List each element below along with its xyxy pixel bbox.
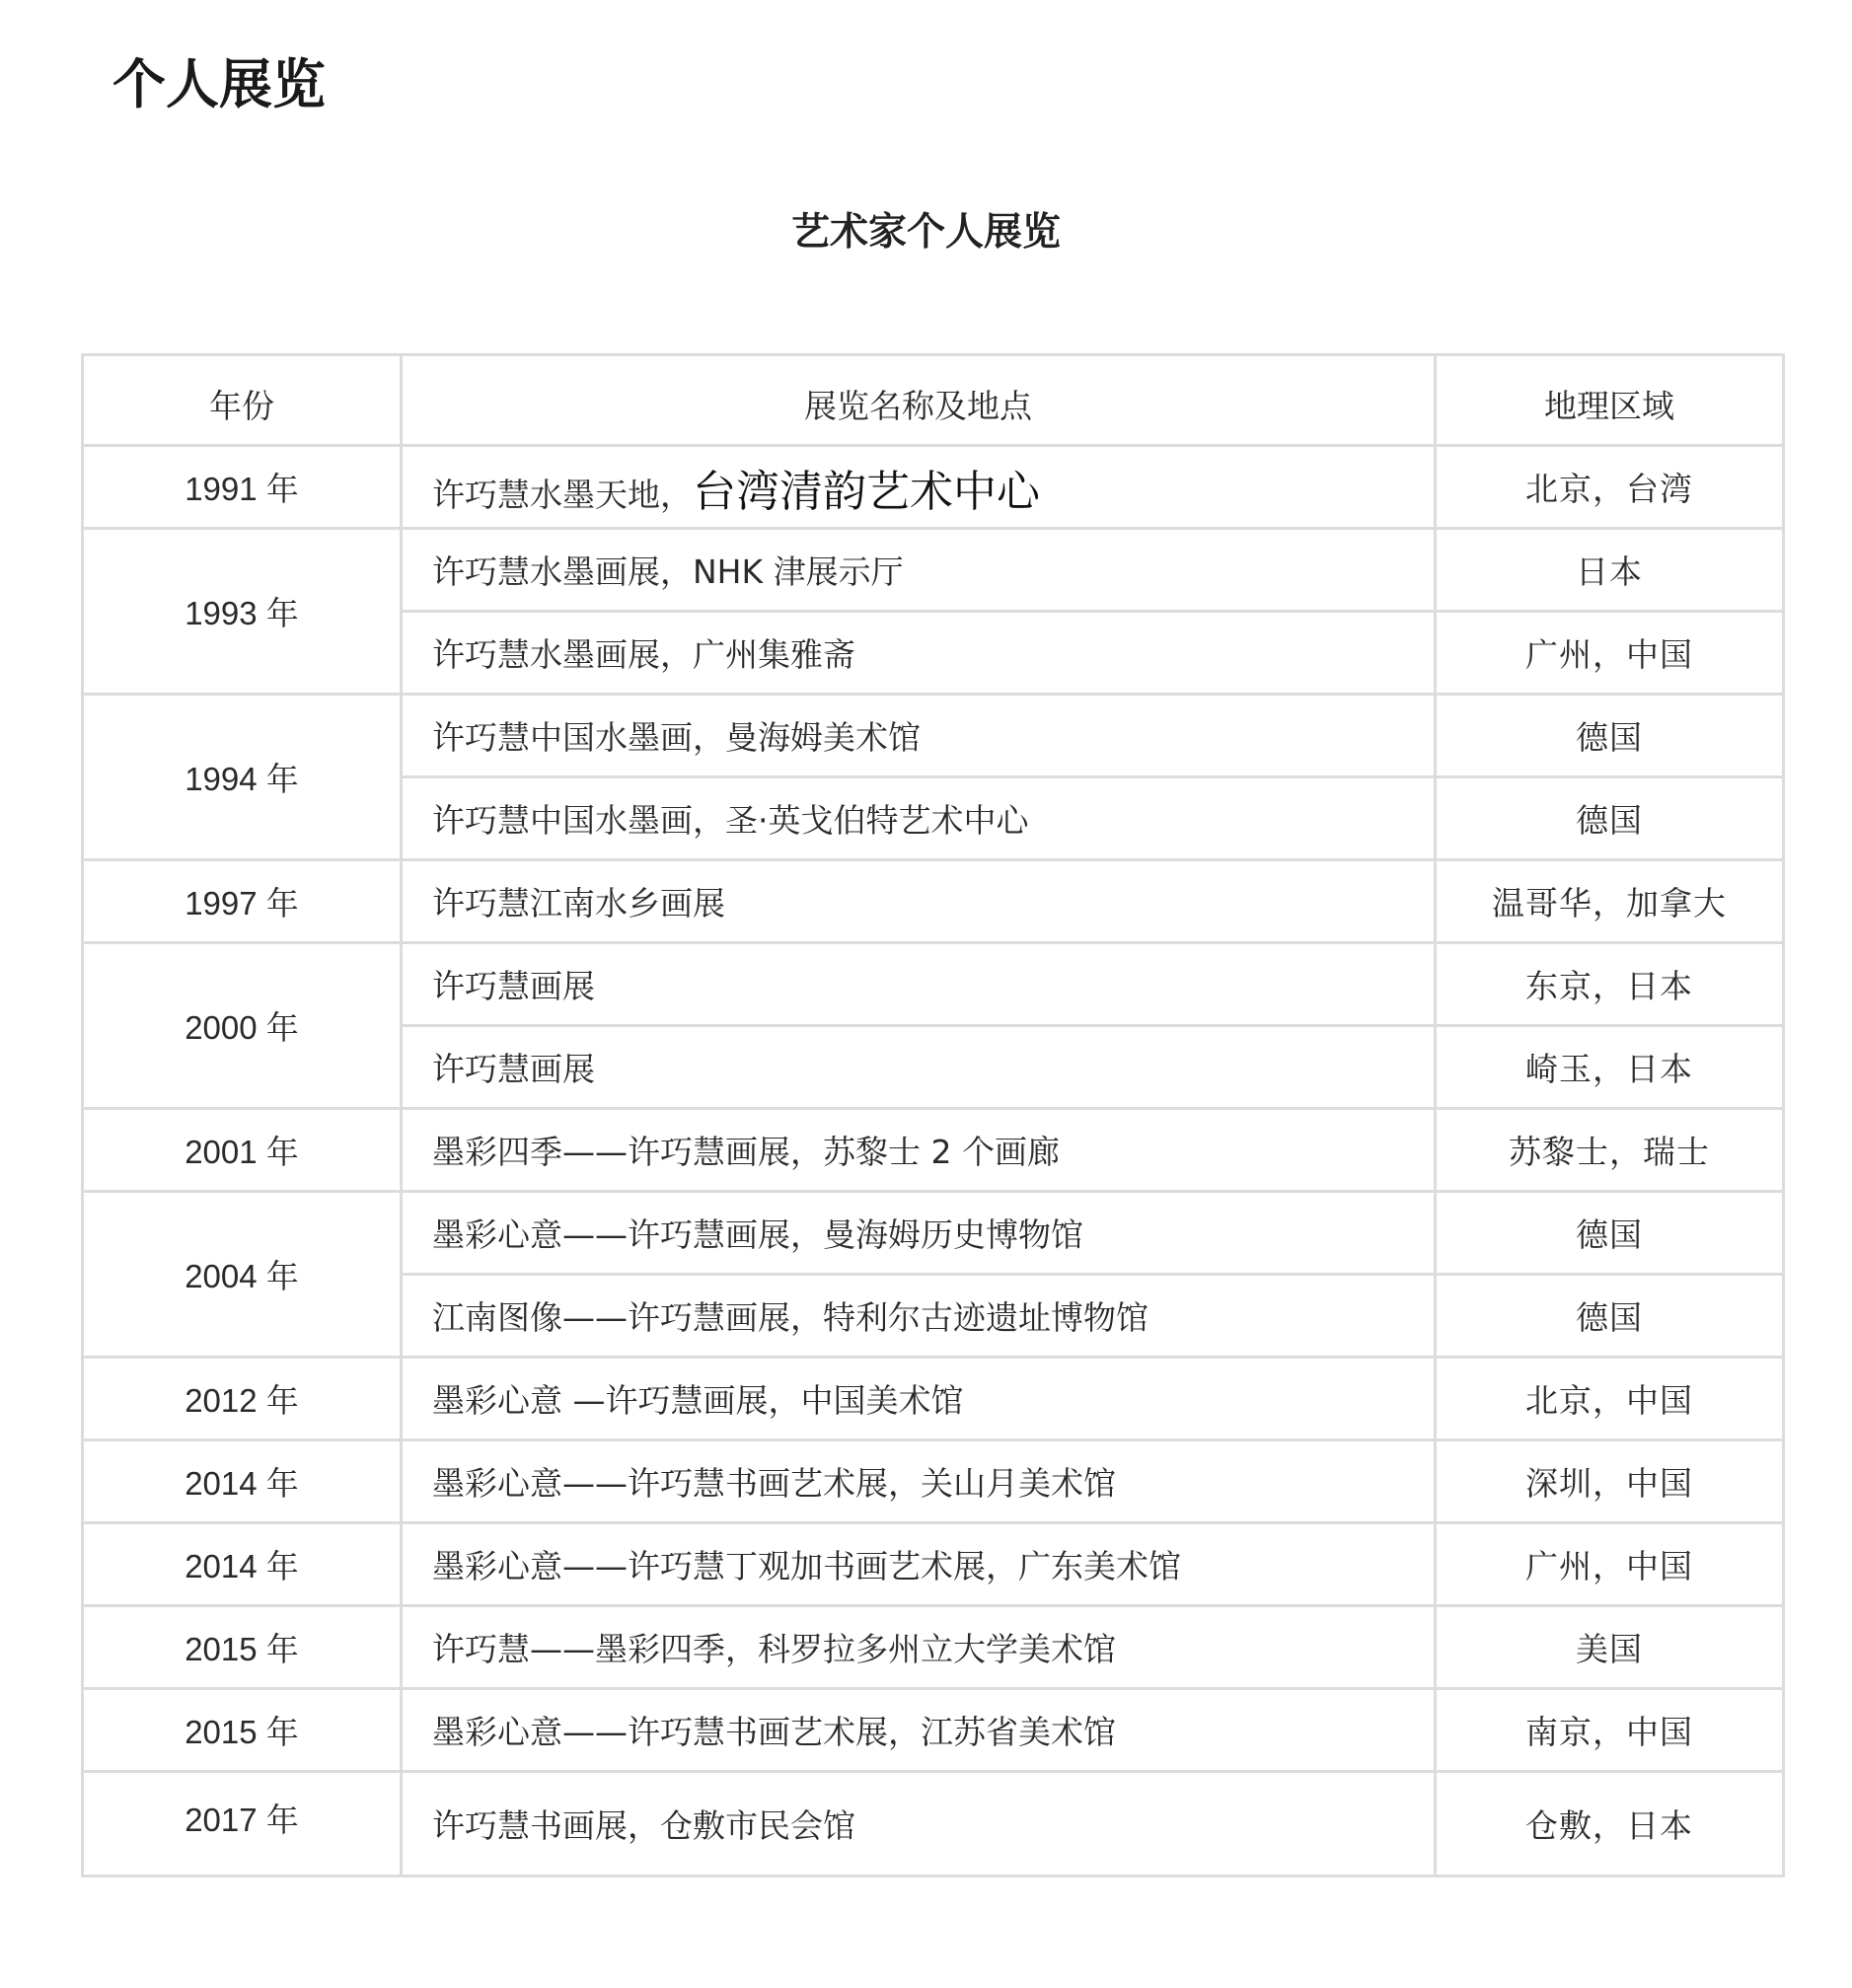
exhibition-name-cell: 墨彩心意——许巧慧画展，曼海姆历史博物馆 bbox=[402, 1192, 1436, 1275]
region-cell: 北京，台湾 bbox=[1436, 446, 1784, 529]
exhibition-name-cell: 江南图像——许巧慧画展，特利尔古迹遗址博物馆 bbox=[402, 1275, 1436, 1358]
table-row bbox=[83, 529, 1784, 612]
region-cell: 崎玉，日本 bbox=[1436, 1026, 1784, 1109]
year-cell: 2015 年 bbox=[83, 1606, 402, 1689]
year-cell: 2000 年 bbox=[83, 943, 402, 1109]
exhibition-name-cell: 许巧慧中国水墨画，曼海姆美术馆 bbox=[402, 695, 1436, 777]
region-cell: 日本 bbox=[1436, 529, 1784, 612]
year-cell: 2012 年 bbox=[83, 1358, 402, 1440]
region-cell: 德国 bbox=[1436, 1275, 1784, 1358]
exhibition-venue-large: 台湾清韵艺术中心 bbox=[693, 466, 1040, 517]
region-cell: 东京，日本 bbox=[1436, 943, 1784, 1026]
exhibition-name-cell: 墨彩心意 —许巧慧画展，中国美术馆 bbox=[402, 1358, 1436, 1440]
exhibition-name-cell: 墨彩四季——许巧慧画展，苏黎士 2 个画廊 bbox=[402, 1109, 1436, 1192]
exhibition-name-cell: 许巧慧江南水乡画展 bbox=[402, 860, 1436, 943]
year-cell: 1997 年 bbox=[83, 860, 402, 943]
exhibition-name-cell: 许巧慧画展 bbox=[402, 1026, 1436, 1109]
exhibition-name-cell: 许巧慧水墨画展，广州集雅斋 bbox=[402, 612, 1436, 695]
exhibition-name-cell: 墨彩心意——许巧慧书画艺术展，关山月美术馆 bbox=[402, 1440, 1436, 1523]
exhibitions-table bbox=[81, 353, 1785, 1878]
table-header bbox=[83, 355, 1784, 446]
exhibition-name-cell: 许巧慧书画展，仓敷市民会馆 bbox=[402, 1772, 1436, 1877]
table-body bbox=[83, 446, 1784, 1877]
region-cell: 德国 bbox=[1436, 777, 1784, 860]
region-cell: 温哥华，加拿大 bbox=[1436, 860, 1784, 943]
region-cell: 德国 bbox=[1436, 695, 1784, 777]
region-cell: 美国 bbox=[1436, 1606, 1784, 1689]
exhibition-name-cell: 许巧慧水墨画展，NHK 津展示厅 bbox=[402, 529, 1436, 612]
table-row bbox=[83, 860, 1784, 943]
year-cell: 2014 年 bbox=[83, 1440, 402, 1523]
exhibition-name-cell: 许巧慧画展 bbox=[402, 943, 1436, 1026]
table-row bbox=[83, 1523, 1784, 1606]
table-row bbox=[83, 1772, 1784, 1877]
header-year: 年份 bbox=[83, 355, 402, 446]
exhibition-name-cell: 许巧慧——墨彩四季，科罗拉多州立大学美术馆 bbox=[402, 1606, 1436, 1689]
year-cell: 2001 年 bbox=[83, 1109, 402, 1192]
exhibition-name-cell: 许巧慧中国水墨画，圣·英戈伯特艺术中心 bbox=[402, 777, 1436, 860]
table-row bbox=[83, 1109, 1784, 1192]
table-row bbox=[83, 1606, 1784, 1689]
year-cell: 2017 年 bbox=[83, 1772, 402, 1877]
region-cell: 南京，中国 bbox=[1436, 1689, 1784, 1772]
exhibition-name-cell: 墨彩心意——许巧慧丁观加书画艺术展，广东美术馆 bbox=[402, 1523, 1436, 1606]
table-row bbox=[83, 446, 1784, 529]
region-cell: 广州，中国 bbox=[1436, 612, 1784, 695]
region-cell: 北京，中国 bbox=[1436, 1358, 1784, 1440]
table-row bbox=[83, 1192, 1784, 1275]
table-row bbox=[83, 1358, 1784, 1440]
table-row bbox=[83, 1440, 1784, 1523]
year-cell: 2014 年 bbox=[83, 1523, 402, 1606]
exhibition-name: 许巧慧水墨天地， bbox=[432, 475, 693, 514]
region-cell: 广州，中国 bbox=[1436, 1523, 1784, 1606]
header-row bbox=[83, 355, 1784, 446]
year-cell: 1994 年 bbox=[83, 695, 402, 860]
table-row bbox=[83, 695, 1784, 777]
table-caption: 艺术家个人展览 bbox=[790, 209, 1061, 255]
year-cell: 2004 年 bbox=[83, 1192, 402, 1358]
page-heading: 个人展览 bbox=[112, 52, 326, 115]
region-cell: 苏黎士，瑞士 bbox=[1436, 1109, 1784, 1192]
region-cell: 德国 bbox=[1436, 1192, 1784, 1275]
header-name: 展览名称及地点 bbox=[402, 355, 1436, 446]
region-cell: 仓敷，日本 bbox=[1436, 1772, 1784, 1877]
year-cell: 2015 年 bbox=[83, 1689, 402, 1772]
year-cell: 1993 年 bbox=[83, 529, 402, 695]
header-region: 地理区域 bbox=[1436, 355, 1784, 446]
table-row bbox=[83, 943, 1784, 1026]
table-row bbox=[83, 1689, 1784, 1772]
year-cell: 1991 年 bbox=[83, 446, 402, 529]
exhibition-name-cell: 墨彩心意——许巧慧书画艺术展，江苏省美术馆 bbox=[402, 1689, 1436, 1772]
region-cell: 深圳，中国 bbox=[1436, 1440, 1784, 1523]
exhibition-name-cell bbox=[402, 446, 1436, 529]
